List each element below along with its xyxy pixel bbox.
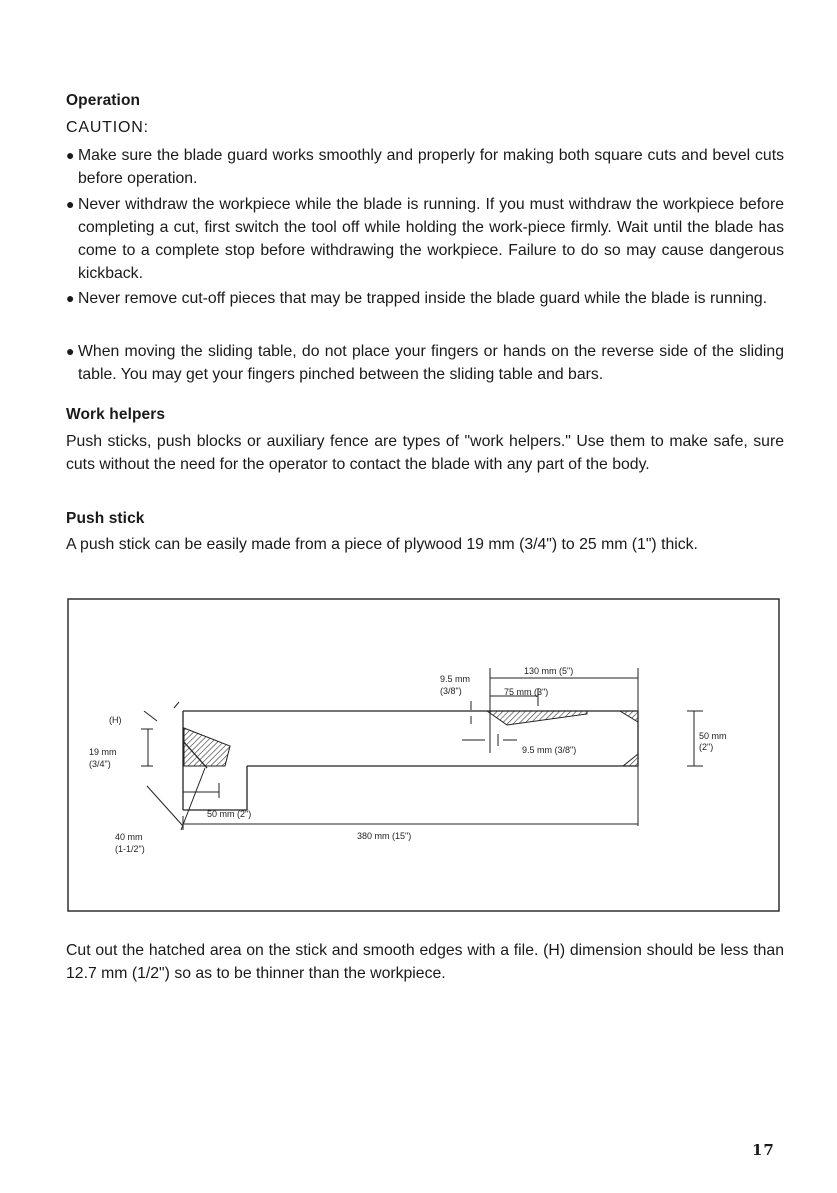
mm50-bottom-label: 50 mm (2")	[207, 809, 252, 819]
operation-bullet	[66, 287, 784, 310]
hatched-bottom-cut	[184, 728, 230, 766]
bullet-icon: ●	[66, 147, 75, 163]
hatched-top-notch	[487, 711, 587, 725]
push-stick-diagram	[67, 598, 780, 912]
bullet-icon: ●	[66, 343, 75, 359]
mm9-5-notch-label: 9.5 mm (3/8")	[522, 745, 577, 755]
page-number: 17	[752, 1141, 775, 1159]
mm130-label: 130 mm (5")	[524, 666, 574, 676]
bullet-text: Never remove cut-off pieces that may be trapped inside the blade guard while the blade is running.	[78, 290, 768, 307]
mm50-right-label: 50 mm	[699, 731, 727, 741]
mm9-5-top-label: 9.5 mm	[440, 674, 471, 684]
h-label: (H)	[109, 715, 122, 725]
in19-label: (3/4")	[89, 759, 111, 769]
work-helpers-text: Push sticks, push blocks or auxiliary fence are types of "work helpers." Use them to make safe, sure cuts without the need for the operator to contact the blade with any part of the body.	[66, 433, 784, 473]
diagram-caption: Cut out the hatched area on the stick and smooth edges with a file. (H) dimension should be less than 12.7 mm (1/2") so as to be thinner than the workpiece.	[66, 942, 784, 982]
operation-bullet	[66, 193, 784, 285]
diagram-frame	[68, 599, 779, 911]
operation-bullet	[66, 144, 784, 190]
operation-bullet	[66, 340, 784, 386]
push-stick-drawing	[67, 598, 780, 912]
caution-label: CAUTION:	[66, 119, 149, 136]
in9-5-top-label: (3/8")	[440, 686, 462, 696]
work-helpers-heading: Work helpers	[66, 406, 166, 423]
mm380-label: 380 mm (15")	[357, 831, 412, 841]
push-stick-text: A push stick can be easily made from a piece of plywood 19 mm (3/4") to 25 mm (1") thick.	[66, 536, 698, 553]
bullet-text: Make sure the blade guard works smoothly and properly for making both square cuts and bevel cuts before operation.	[78, 147, 784, 187]
mm40-label: 40 mm	[115, 832, 143, 842]
hatched-corner-bottom	[623, 754, 638, 766]
stick-outline	[183, 711, 638, 810]
bullet-text: When moving the sliding table, do not place your fingers or hands on the reverse side of the sliding table. You may get your fingers pinched between the sliding table and bars.	[78, 343, 784, 383]
mm75-label: 75 mm (3")	[504, 687, 549, 697]
in50-right-label: (2")	[699, 742, 714, 752]
hatched-corner-top	[620, 711, 638, 722]
mm19-label: 19 mm	[89, 747, 117, 757]
in40-label: (1-1/2")	[115, 844, 145, 854]
push-stick-heading: Push stick	[66, 510, 145, 527]
bullet-icon: ●	[66, 196, 75, 212]
bullet-text: Never withdraw the workpiece while the blade is running. If you must withdraw the workpiece before completing a cut, first switch the tool off while holding the work-piece firmly. Wait until the blade has come to a complete stop before withdrawing the workpiece. Failure to do so may cause dangerous kickback.	[78, 196, 784, 282]
operation-heading: Operation	[66, 92, 141, 109]
bullet-icon: ●	[66, 290, 75, 306]
